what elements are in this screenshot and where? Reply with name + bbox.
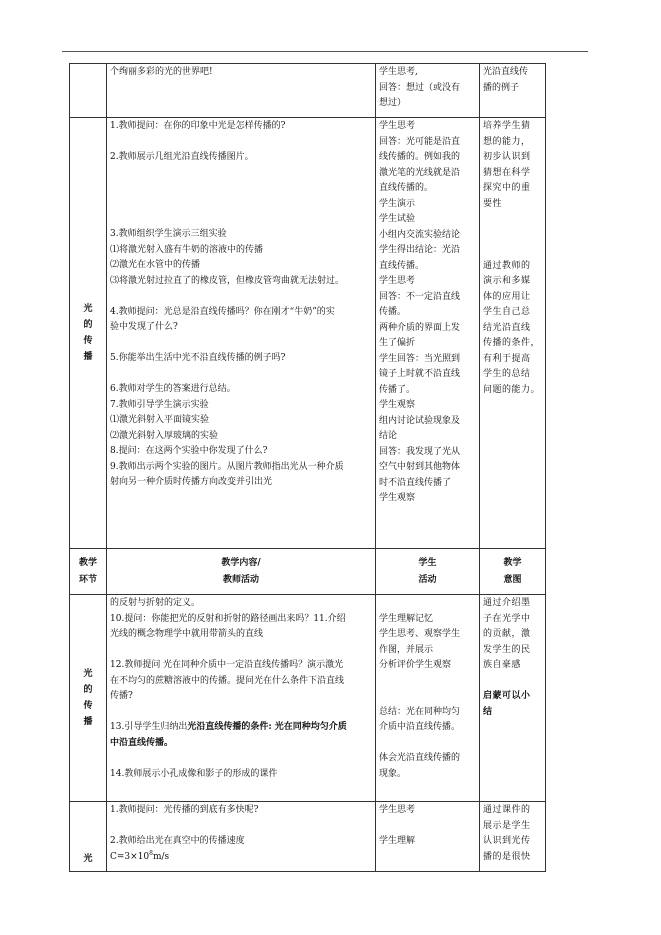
student-cell (376, 64, 480, 118)
header-text: 教学 (78, 557, 97, 568)
student-line: 作图，并展示 (379, 644, 434, 655)
formula-exponent: 8 (149, 849, 153, 857)
student-line: 现象。 (379, 768, 407, 779)
section-label (70, 118, 107, 549)
student-line: 结论 (379, 431, 398, 441)
content-line: ⑴将激光射入盛有牛奶的溶液中的传播 (110, 244, 264, 255)
student-cell (376, 802, 480, 872)
content-line: 10.提问：你能把光的反射和折射的路径画出来吗？11.介绍 (110, 613, 346, 624)
student-line: 学生理解记忆 (379, 613, 434, 624)
student-line: 回答：想过（或没有 (379, 82, 461, 93)
intent-line: 子在光学中 (483, 613, 531, 624)
student-line: 学生思考, (379, 67, 418, 77)
student-line: 介质中沿直线传播。 (379, 722, 461, 732)
header-text: 意图 (503, 574, 522, 585)
content-line: 验中发现了什么? (110, 322, 178, 332)
intent-line: 通过教师的 (483, 260, 531, 271)
section-char: 传 (83, 336, 93, 346)
student-line: 回答：不一定沿直线 (379, 291, 461, 302)
section-char: 的 (83, 320, 93, 330)
student-line: 组内讨论试验现象及 (379, 415, 461, 426)
student-line: 传播。 (379, 307, 407, 317)
intent-line: 有利于提高 (483, 353, 531, 364)
content-line: 14.教师展示小孔成像和影子的形成的课件 (110, 768, 278, 779)
intent-line: 想的能力， (483, 136, 531, 147)
student-cell (376, 595, 480, 802)
header-text: 环节 (78, 574, 97, 585)
student-line: 生了偏折 (379, 338, 416, 348)
intent-line: 培养学生猜 (483, 121, 531, 131)
student-line: 总结：光在同种均匀 (379, 706, 461, 717)
student-line: 学生观察 (379, 493, 416, 503)
content-line: ⑶将激光射过拉直了的橡皮管，但橡皮管弯曲就无法射过。 (110, 275, 345, 286)
intent-cell (480, 802, 546, 872)
student-line: 传播了。 (379, 384, 416, 395)
header-text: 教师活动 (222, 574, 259, 585)
student-line: 小组内交流实验结论 (379, 229, 461, 240)
student-line: 时不沿直线传播了 (379, 477, 452, 488)
student-line: 学生理解 (379, 836, 416, 846)
student-line: 学生观察 (379, 400, 416, 410)
student-line: 学生思考 (379, 276, 416, 286)
intent-cell (480, 595, 546, 802)
content-cell (107, 64, 376, 118)
section-char: 播 (83, 352, 93, 362)
section-char: 播 (83, 717, 93, 727)
content-line: 2.教师展示几组光沿直线传播图片。 (110, 152, 254, 162)
student-line: 空气中射到其他物体 (379, 462, 461, 472)
content-line: 7.教师引导学生演示实验 (110, 399, 209, 410)
student-line: 镜子上时就不沿直线 (379, 369, 461, 379)
student-line: 直线传播的。 (379, 183, 434, 193)
student-line: 回答：光可能是沿直 (379, 136, 461, 147)
content-cell (107, 118, 376, 549)
content-line: 光线的概念物理学中就用带箭头的直线 (110, 629, 264, 639)
student-line: 学生试验 (379, 214, 416, 224)
section-char: 传 (83, 701, 93, 711)
intent-line: 结 (483, 706, 493, 717)
header-cell-intent (480, 549, 546, 595)
table-row (70, 802, 546, 872)
section-char: 光 (83, 669, 93, 679)
content-line: 8.提问：在这两个实验中你发现了什么? (110, 446, 268, 456)
intent-line: 播的是很快 (483, 851, 531, 862)
content-line: 的反射与折射的定义。 (110, 598, 201, 608)
intent-line: 结光沿直线 (483, 322, 531, 333)
student-line: 线传播的。例如我的 (379, 152, 461, 162)
intent-line: 光沿直线传 (483, 67, 529, 77)
section-cell (70, 64, 107, 118)
section-char: 的 (83, 685, 93, 695)
student-line: 分析评价学生观察 (379, 660, 452, 670)
intent-line: 学生自己总 (483, 307, 531, 317)
content-line: 4.教师提问：光总是沿直线传播吗？你在刚才“牛奶”的实 (110, 306, 335, 317)
header-cell-stage (70, 549, 107, 595)
intent-line: 发学生的民 (483, 644, 531, 655)
student-line: 学生得出结论：光沿 (379, 245, 461, 255)
student-line: 两种介质的界面上发 (379, 322, 461, 333)
intent-line: 族自豪感 (483, 660, 522, 670)
formula-unit: m/s (152, 851, 170, 862)
student-line: 学生演示 (379, 198, 416, 209)
intent-line: 初步认识到 (483, 152, 531, 162)
content-cell (107, 802, 376, 872)
header-text: 学生 (418, 557, 437, 568)
intent-line: 学生的总结 (483, 369, 531, 379)
content-line: 6.教师对学生的答案进行总结。 (110, 384, 236, 394)
section-label (70, 595, 107, 802)
content-line: 3.教师组织学生演示三组实验 (110, 229, 227, 239)
table-header-row (70, 549, 546, 595)
student-line: 学生思考 (379, 805, 416, 815)
intent-line: 探究中的重 (483, 183, 531, 193)
content-line: ⑵激光斜射入厚玻璃的实验 (110, 430, 219, 441)
intent-line: 要性 (483, 198, 503, 209)
header-text: 活动 (418, 574, 437, 585)
header-text: 教学内容/ (221, 557, 261, 568)
content-line: 12.教师提问 光在同种介质中一定沿直线传播吗？演示激光 (110, 660, 344, 670)
student-cell (376, 118, 480, 549)
intent-line: 的贡献，激 (483, 629, 531, 639)
section-label (70, 802, 107, 872)
intent-line: 问题的能力。 (483, 384, 541, 395)
section-char: 光 (83, 304, 93, 314)
content-line: 2.教师给出光在真空中的传播速度 (110, 836, 245, 846)
content-line: 传播? (110, 691, 133, 701)
section-char: 光 (83, 854, 93, 864)
content-line: 9.教师出示两个实验的图片。从图片教师指出光从一种介质 (110, 461, 344, 472)
intent-line: 演示和多媒 (483, 276, 531, 286)
content-line: ⑵激光在水管中的传播 (110, 260, 201, 270)
content-line: 1.教师提问：光传播的到底有多快呢? (110, 805, 259, 815)
student-line: 激光笔的光线就是沿 (379, 167, 461, 178)
intent-line: 通过课件的 (483, 805, 531, 815)
formula-base: C=3×10 (110, 851, 150, 862)
intent-line: 体的应用让 (483, 291, 531, 302)
header-text: 教学 (503, 557, 522, 568)
student-line: 学生回答：当光照到 (379, 353, 461, 364)
intent-cell (480, 64, 546, 118)
intent-line: 展示是学生 (483, 820, 531, 831)
student-line: 直线传播。 (379, 260, 425, 271)
content-line: 5.你能举出生活中光不沿直线传播的例子吗? (110, 353, 286, 363)
header-rule (62, 51, 588, 52)
lesson-plan-table (69, 63, 546, 872)
table-row (70, 64, 546, 118)
table-row (70, 595, 546, 802)
student-line: 回答：我发现了光从 (379, 446, 461, 457)
header-cell-content (107, 549, 376, 595)
content-line (110, 720, 372, 736)
content-line: 1.教师提问：在你的印象中光是怎样传播的? (110, 121, 286, 131)
student-line: 体会光沿直线传播的 (379, 753, 461, 763)
intent-line: 播的例子 (483, 82, 520, 93)
intent-cell (480, 118, 546, 549)
content-text: 13.引导学生归纳出 (110, 722, 188, 732)
table-row (70, 118, 546, 549)
student-line: 学生思考 (379, 121, 416, 131)
content-line: 在不均匀的蔗糖溶液中的传播。提问光在什么条件下沿直线 (110, 675, 345, 686)
content-line: 中沿直线传播。 (110, 737, 174, 748)
speed-of-light-formula (110, 850, 372, 866)
student-line: 学生思考、观察学生 (379, 629, 461, 639)
content-cell (107, 595, 376, 802)
intent-line: 猜想在科学 (483, 167, 531, 178)
content-line: ⑴激光斜射入平面镜实验 (110, 415, 210, 425)
intent-line: 传播的条件， (483, 338, 541, 348)
intent-line: 通过介绍墨 (483, 598, 531, 608)
content-line: 个绚丽多彩的光的世界吧! (110, 67, 213, 77)
student-line: 想过） (379, 98, 407, 108)
content-bold-text: 光沿直线传播的条件: 光在同种均匀介质 (187, 722, 347, 732)
content-line: 射向另一种介质时传播方向改变并引出光 (110, 477, 273, 487)
intent-line: 启蒙可以小 (483, 691, 531, 701)
intent-line: 认识到光传 (483, 836, 531, 846)
header-cell-student (376, 549, 480, 595)
